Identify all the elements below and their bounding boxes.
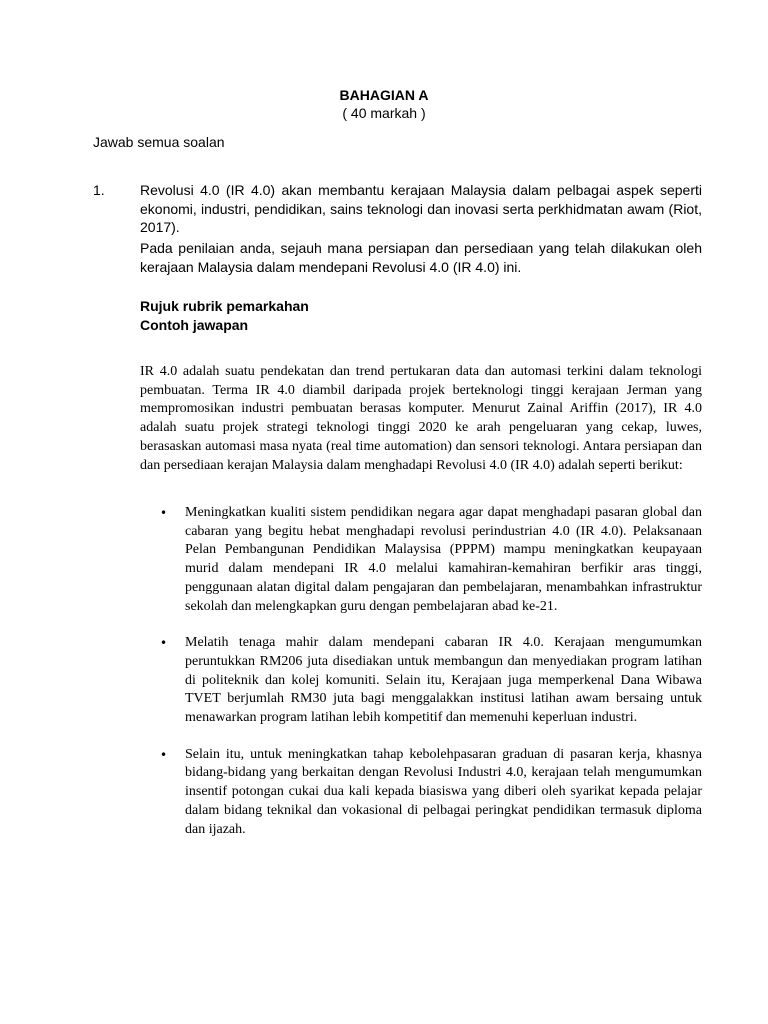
- answer-intro: IR 4.0 adalah suatu pendekatan dan trend pertukaran data dan automasi terkini dalam teknologi pembuatan. Terma IR 4.0 diambil daripada projek berteknologi tinggi kerajaan Jerman yang mempromosikan industri pembuatan berasas komputer. Menurut Zainal Ariffin (2017), IR 4.0 adalah suatu projek strategi teknologi tinggi 2020 ke arah pengeluaran yang cekap, luwes, berasaskan automasi masa nyata (real time automation) dan sensori teknologi. Antara persiapan dan dan persediaan kerajan Malaysia dalam menghadapi Revolusi 4.0 (IR 4.0) adalah seperti berikut:: [140, 364, 702, 473]
- instruction-text: Jawab semua soalan: [93, 134, 225, 150]
- question-paragraph-1: Revolusi 4.0 (IR 4.0) akan membantu kerajaan Malaysia dalam pelbagai aspek seperti ekonomi, industri, pendidikan, sains teknologi dan inovasi serta perkhidmatan awam (Riot, 2017).: [140, 182, 702, 235]
- question-number: 1.: [93, 182, 105, 198]
- section-marks: ( 40 markah ): [342, 105, 426, 121]
- rubric-reference: Rujuk rubrik pemarkahan: [140, 298, 309, 314]
- list-item-text: Meningkatkan kualiti sistem pendidikan negara agar dapat menghadapi pasaran global dan cabaran yang begitu hebat menghadapi revolusi perindustrian 4.0 (IR 4.0). Pelaksanaan Pelan Pembangunan Pendidikan Malaysisa (PPPM) mampu meningkatkan keupayaan murid dalam mendepani IR 4.0 melalui kamahiran-kemahiran berfikir aras tinggi, penggunaan alatan digital dalam pengajaran dan pembelajaran, menambahkan infrastruktur sekolah dan melengkapkan guru dengan pembelajaran abad ke-21.: [185, 505, 702, 614]
- answer-bullet-list: [140, 504, 702, 839]
- section-title: BAHAGIAN A: [339, 87, 429, 103]
- question-paragraph-2: Pada penilaian anda, sejauh mana persiapan dan persediaan yang telah dilakukan oleh kerajaan Malaysia dalam mendepani Revolusi 4.0 (IR 4.0) ini.: [140, 240, 702, 275]
- sample-answer-heading: Contoh jawapan: [140, 316, 249, 333]
- bullet-icon: •: [160, 636, 168, 651]
- list-item: [140, 504, 702, 616]
- list-item-text: Selain itu, untuk meningkatkan tahap kebolehpasaran graduan di pasaran kerja, khasnya bidang-bidang yang berkaitan dengan Revolusi Industri 4.0, kerajaan telah mengumumkan insentif potongan cukai dua kali kepada biasiswa yang diberi oleh syarikat kepada pelajar dalam bidang teknikal dan vokasional di pelbagai peringkat pendidikan termasuk diploma dan ijazah.: [185, 746, 702, 837]
- bullet-icon: •: [160, 506, 168, 520]
- list-item: [140, 746, 702, 840]
- list-item: [140, 634, 702, 728]
- reference-block: [140, 297, 309, 334]
- list-item-text: Melatih tenaga mahir dalam mendepani cabaran IR 4.0. Kerajaan mengumumkan peruntukkan RM206 juta disediakan untuk membangun dan menyediakan program latihan di politeknik dan kolej komuniti. Selain itu, Kerajaan juga memperkenal Dana Wibawa TVET berjumlah RM30 juta bagi menggalakkan institusi latihan awam bersaing untuk menawarkan program latihan lebih kompetitif dan memenuhi keperluan industri.: [185, 635, 702, 726]
- bullet-icon: •: [160, 747, 168, 762]
